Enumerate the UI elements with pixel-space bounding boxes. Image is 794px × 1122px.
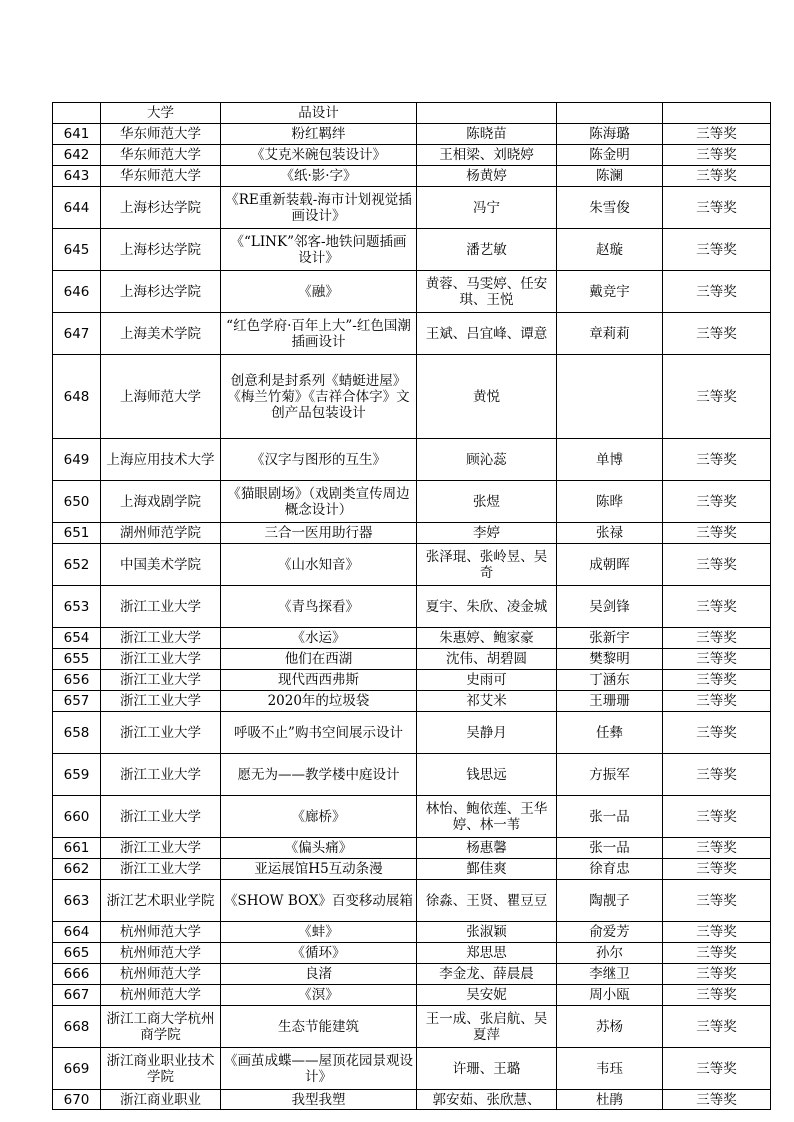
- cell-advisor: 张新宇: [557, 628, 663, 649]
- cell-school: 浙江商业职业: [101, 1090, 221, 1110]
- table-row: [53, 523, 771, 544]
- table-row: [53, 313, 771, 355]
- cell-authors: 许珊、王璐: [417, 1048, 557, 1090]
- cell-advisor: 吴剑锋: [557, 586, 663, 628]
- cell-school: 浙江工商大学杭州商学院: [101, 1006, 221, 1048]
- cell-title: 《青鸟探看》: [221, 586, 417, 628]
- cell-advisor: 杜鹃: [557, 1090, 663, 1110]
- cell-no: 652: [53, 544, 101, 586]
- cell-advisor: 陶靓子: [557, 880, 663, 922]
- cell-authors: 潘艺敏: [417, 229, 557, 271]
- cell-award: 三等奖: [663, 166, 771, 187]
- cell-school: 上海师范大学: [101, 355, 221, 439]
- cell-school: 上海杉达学院: [101, 187, 221, 229]
- cell-advisor: 方振军: [557, 754, 663, 796]
- cell-award: 三等奖: [663, 1006, 771, 1048]
- cell-no: 650: [53, 481, 101, 523]
- cell-title: 2020年的垃圾袋: [221, 691, 417, 712]
- cell-title: 现代西西弗斯: [221, 670, 417, 691]
- cell-title: 良渚: [221, 964, 417, 985]
- cell-advisor: 陈晔: [557, 481, 663, 523]
- cell-title: 生态节能建筑: [221, 1006, 417, 1048]
- header-cell-school: 大学: [101, 103, 221, 124]
- cell-award: 三等奖: [663, 439, 771, 481]
- cell-authors: 徐淼、王贤、瞿豆豆: [417, 880, 557, 922]
- cell-school: 中国美术学院: [101, 544, 221, 586]
- cell-award: 三等奖: [663, 271, 771, 313]
- cell-award: 三等奖: [663, 1048, 771, 1090]
- cell-title: 《融》: [221, 271, 417, 313]
- table-row: [53, 586, 771, 628]
- cell-award: 三等奖: [663, 691, 771, 712]
- cell-advisor: 朱雪俊: [557, 187, 663, 229]
- table-row: [53, 166, 771, 187]
- cell-authors: 鄞佳爽: [417, 859, 557, 880]
- cell-advisor: 任彝: [557, 712, 663, 754]
- cell-no: 658: [53, 712, 101, 754]
- table-row: [53, 922, 771, 943]
- cell-authors: 王相梁、刘晓婷: [417, 145, 557, 166]
- table-row: [53, 124, 771, 145]
- cell-advisor: 陈金明: [557, 145, 663, 166]
- cell-award: 三等奖: [663, 229, 771, 271]
- cell-award: 三等奖: [663, 124, 771, 145]
- cell-school: 湖州师范学院: [101, 523, 221, 544]
- table-row: [53, 943, 771, 964]
- cell-award: 三等奖: [663, 754, 771, 796]
- table-row: [53, 796, 771, 838]
- cell-no: 667: [53, 985, 101, 1006]
- cell-title: “红色学府·百年上大”-红色国潮插画设计: [221, 313, 417, 355]
- cell-no: 648: [53, 355, 101, 439]
- cell-advisor: 俞爱芳: [557, 922, 663, 943]
- cell-authors: 林怡、鲍依莲、王华婷、林一苇: [417, 796, 557, 838]
- cell-title: 《廊桥》: [221, 796, 417, 838]
- cell-no: 641: [53, 124, 101, 145]
- cell-school: 上海戏剧学院: [101, 481, 221, 523]
- cell-school: 浙江工业大学: [101, 586, 221, 628]
- table-row: [53, 481, 771, 523]
- table-row: [53, 670, 771, 691]
- cell-title: 《SHOW BOX》百变移动展箱: [221, 880, 417, 922]
- table-row: [53, 838, 771, 859]
- cell-advisor: 樊黎明: [557, 649, 663, 670]
- table-row: [53, 439, 771, 481]
- cell-advisor: 苏杨: [557, 1006, 663, 1048]
- cell-authors: 吴安妮: [417, 985, 557, 1006]
- cell-advisor: 韦珏: [557, 1048, 663, 1090]
- cell-no: 642: [53, 145, 101, 166]
- cell-authors: 郭安茹、张欣慧、: [417, 1090, 557, 1110]
- cell-authors: 朱惠婷、鲍家豪: [417, 628, 557, 649]
- awards-table: [52, 102, 771, 1110]
- cell-title: 《水运》: [221, 628, 417, 649]
- table-row: [53, 691, 771, 712]
- cell-no: 656: [53, 670, 101, 691]
- cell-school: 浙江工业大学: [101, 628, 221, 649]
- cell-authors: 李金龙、薛晨晨: [417, 964, 557, 985]
- cell-school: 浙江工业大学: [101, 691, 221, 712]
- cell-authors: 沈伟、胡碧圆: [417, 649, 557, 670]
- cell-school: 上海杉达学院: [101, 271, 221, 313]
- table-row: [53, 229, 771, 271]
- cell-no: 649: [53, 439, 101, 481]
- cell-school: 上海杉达学院: [101, 229, 221, 271]
- cell-title: 呼吸不止”购书空间展示设计: [221, 712, 417, 754]
- cell-authors: 冯宁: [417, 187, 557, 229]
- cell-authors: 李婷: [417, 523, 557, 544]
- cell-authors: 陈晓苗: [417, 124, 557, 145]
- cell-school: 浙江工业大学: [101, 649, 221, 670]
- cell-advisor: 成朝晖: [557, 544, 663, 586]
- cell-no: 657: [53, 691, 101, 712]
- cell-authors: 王斌、吕宜峰、谭意: [417, 313, 557, 355]
- cell-advisor: 陈澜: [557, 166, 663, 187]
- header-cell-advisor: [557, 103, 663, 124]
- cell-advisor: 周小瓯: [557, 985, 663, 1006]
- table-row: [53, 628, 771, 649]
- cell-award: 三等奖: [663, 481, 771, 523]
- cell-award: 三等奖: [663, 628, 771, 649]
- cell-title: 我型我塑: [221, 1090, 417, 1110]
- cell-school: 杭州师范大学: [101, 922, 221, 943]
- cell-award: 三等奖: [663, 838, 771, 859]
- cell-advisor: 丁涵东: [557, 670, 663, 691]
- cell-no: 670: [53, 1090, 101, 1110]
- cell-title: 《偏头痛》: [221, 838, 417, 859]
- cell-no: 654: [53, 628, 101, 649]
- cell-authors: 郑思思: [417, 943, 557, 964]
- cell-no: 668: [53, 1006, 101, 1048]
- cell-advisor: 戴竞宇: [557, 271, 663, 313]
- cell-authors: 夏宇、朱欣、凌金城: [417, 586, 557, 628]
- cell-title: 三合一医用助行器: [221, 523, 417, 544]
- cell-award: 三等奖: [663, 670, 771, 691]
- cell-school: 浙江艺术职业学院: [101, 880, 221, 922]
- cell-title: 《“LINK”邻客-地铁问题插画设计》: [221, 229, 417, 271]
- cell-no: 645: [53, 229, 101, 271]
- cell-advisor: 张一品: [557, 838, 663, 859]
- cell-school: 华东师范大学: [101, 145, 221, 166]
- cell-award: 三等奖: [663, 964, 771, 985]
- cell-award: 三等奖: [663, 712, 771, 754]
- cell-no: 653: [53, 586, 101, 628]
- cell-title: 《纸·影·字》: [221, 166, 417, 187]
- cell-advisor: 陈海璐: [557, 124, 663, 145]
- cell-title: 亚运展馆H5互动条漫: [221, 859, 417, 880]
- cell-title: 《RE重新装载-海市计划视觉插画设计》: [221, 187, 417, 229]
- cell-award: 三等奖: [663, 880, 771, 922]
- cell-title: 《循环》: [221, 943, 417, 964]
- cell-award: 三等奖: [663, 313, 771, 355]
- cell-award: 三等奖: [663, 943, 771, 964]
- cell-school: 浙江工业大学: [101, 859, 221, 880]
- cell-no: 665: [53, 943, 101, 964]
- cell-school: 浙江商业职业技术学院: [101, 1048, 221, 1090]
- cell-title: 粉红羁绊: [221, 124, 417, 145]
- table-row: [53, 859, 771, 880]
- cell-award: 三等奖: [663, 985, 771, 1006]
- cell-award: 三等奖: [663, 523, 771, 544]
- cell-advisor: [557, 355, 663, 439]
- cell-title: 愿无为——教学楼中庭设计: [221, 754, 417, 796]
- cell-school: 杭州师范大学: [101, 964, 221, 985]
- cell-advisor: 章莉莉: [557, 313, 663, 355]
- cell-authors: 张泽琨、张岭昱、吴奇: [417, 544, 557, 586]
- cell-award: 三等奖: [663, 145, 771, 166]
- table-row: [53, 985, 771, 1006]
- table-row: [53, 1090, 771, 1110]
- cell-advisor: 孙尔: [557, 943, 663, 964]
- cell-advisor: 张一品: [557, 796, 663, 838]
- table-row: [53, 712, 771, 754]
- cell-school: 上海美术学院: [101, 313, 221, 355]
- cell-award: 三等奖: [663, 355, 771, 439]
- cell-no: 647: [53, 313, 101, 355]
- cell-authors: 杨黄婷: [417, 166, 557, 187]
- table-row: [53, 754, 771, 796]
- cell-no: 660: [53, 796, 101, 838]
- cell-award: 三等奖: [663, 859, 771, 880]
- cell-authors: 杨惠馨: [417, 838, 557, 859]
- cell-title: 《蚌》: [221, 922, 417, 943]
- cell-award: 三等奖: [663, 922, 771, 943]
- cell-school: 华东师范大学: [101, 166, 221, 187]
- cell-title: 《溟》: [221, 985, 417, 1006]
- header-cell-authors: [417, 103, 557, 124]
- cell-no: 655: [53, 649, 101, 670]
- cell-authors: 史雨可: [417, 670, 557, 691]
- cell-title: 他们在西湖: [221, 649, 417, 670]
- table-row: [53, 1006, 771, 1048]
- cell-award: 三等奖: [663, 544, 771, 586]
- cell-advisor: 单博: [557, 439, 663, 481]
- cell-no: 659: [53, 754, 101, 796]
- table-row: [53, 964, 771, 985]
- cell-title: 创意利是封系列《蜻蜓进屋》《梅兰竹菊》《吉祥合体字》文创产品包装设计: [221, 355, 417, 439]
- cell-school: 浙江工业大学: [101, 796, 221, 838]
- cell-award: 三等奖: [663, 649, 771, 670]
- cell-school: 浙江工业大学: [101, 712, 221, 754]
- cell-award: 三等奖: [663, 1090, 771, 1110]
- cell-no: 651: [53, 523, 101, 544]
- cell-no: 646: [53, 271, 101, 313]
- cell-no: 669: [53, 1048, 101, 1090]
- awards-table-body: [53, 103, 771, 1110]
- cell-authors: 钱思远: [417, 754, 557, 796]
- table-row: [53, 1048, 771, 1090]
- cell-title: 《画茧成蝶——屋顶花园景观设计》: [221, 1048, 417, 1090]
- table-row: [53, 880, 771, 922]
- cell-school: 上海应用技术大学: [101, 439, 221, 481]
- table-header-row-partial: [53, 103, 771, 124]
- header-cell-award: [663, 103, 771, 124]
- cell-award: 三等奖: [663, 796, 771, 838]
- cell-school: 杭州师范大学: [101, 943, 221, 964]
- cell-advisor: 徐育忠: [557, 859, 663, 880]
- cell-title: 《猫眼剧场》（戏剧类宣传周边概念设计）: [221, 481, 417, 523]
- cell-no: 661: [53, 838, 101, 859]
- cell-advisor: 李继卫: [557, 964, 663, 985]
- cell-advisor: 张禄: [557, 523, 663, 544]
- cell-title: 《艾克米碗包装设计》: [221, 145, 417, 166]
- cell-school: 浙江工业大学: [101, 754, 221, 796]
- cell-advisor: 赵璇: [557, 229, 663, 271]
- cell-no: 643: [53, 166, 101, 187]
- cell-authors: 王一成、张启航、吴夏萍: [417, 1006, 557, 1048]
- table-row: [53, 649, 771, 670]
- cell-authors: 张煜: [417, 481, 557, 523]
- cell-no: 664: [53, 922, 101, 943]
- header-cell-title: 品设计: [221, 103, 417, 124]
- cell-no: 663: [53, 880, 101, 922]
- table-row: [53, 355, 771, 439]
- cell-advisor: 王珊珊: [557, 691, 663, 712]
- cell-authors: 张淑颖: [417, 922, 557, 943]
- table-row: [53, 145, 771, 166]
- cell-school: 华东师范大学: [101, 124, 221, 145]
- cell-authors: 黄悦: [417, 355, 557, 439]
- cell-title: 《汉字与图形的互生》: [221, 439, 417, 481]
- cell-authors: 祁艾米: [417, 691, 557, 712]
- table-row: [53, 544, 771, 586]
- cell-school: 杭州师范大学: [101, 985, 221, 1006]
- cell-authors: 黄蓉、马雯婷、任安琪、王悦: [417, 271, 557, 313]
- cell-no: 644: [53, 187, 101, 229]
- cell-school: 浙江工业大学: [101, 670, 221, 691]
- cell-no: 662: [53, 859, 101, 880]
- cell-school: 浙江工业大学: [101, 838, 221, 859]
- cell-title: 《山水知音》: [221, 544, 417, 586]
- table-row: [53, 187, 771, 229]
- cell-authors: 顾沁蕊: [417, 439, 557, 481]
- cell-award: 三等奖: [663, 187, 771, 229]
- table-row: [53, 271, 771, 313]
- header-cell-no: [53, 103, 101, 124]
- cell-no: 666: [53, 964, 101, 985]
- cell-authors: 吴静月: [417, 712, 557, 754]
- cell-award: 三等奖: [663, 586, 771, 628]
